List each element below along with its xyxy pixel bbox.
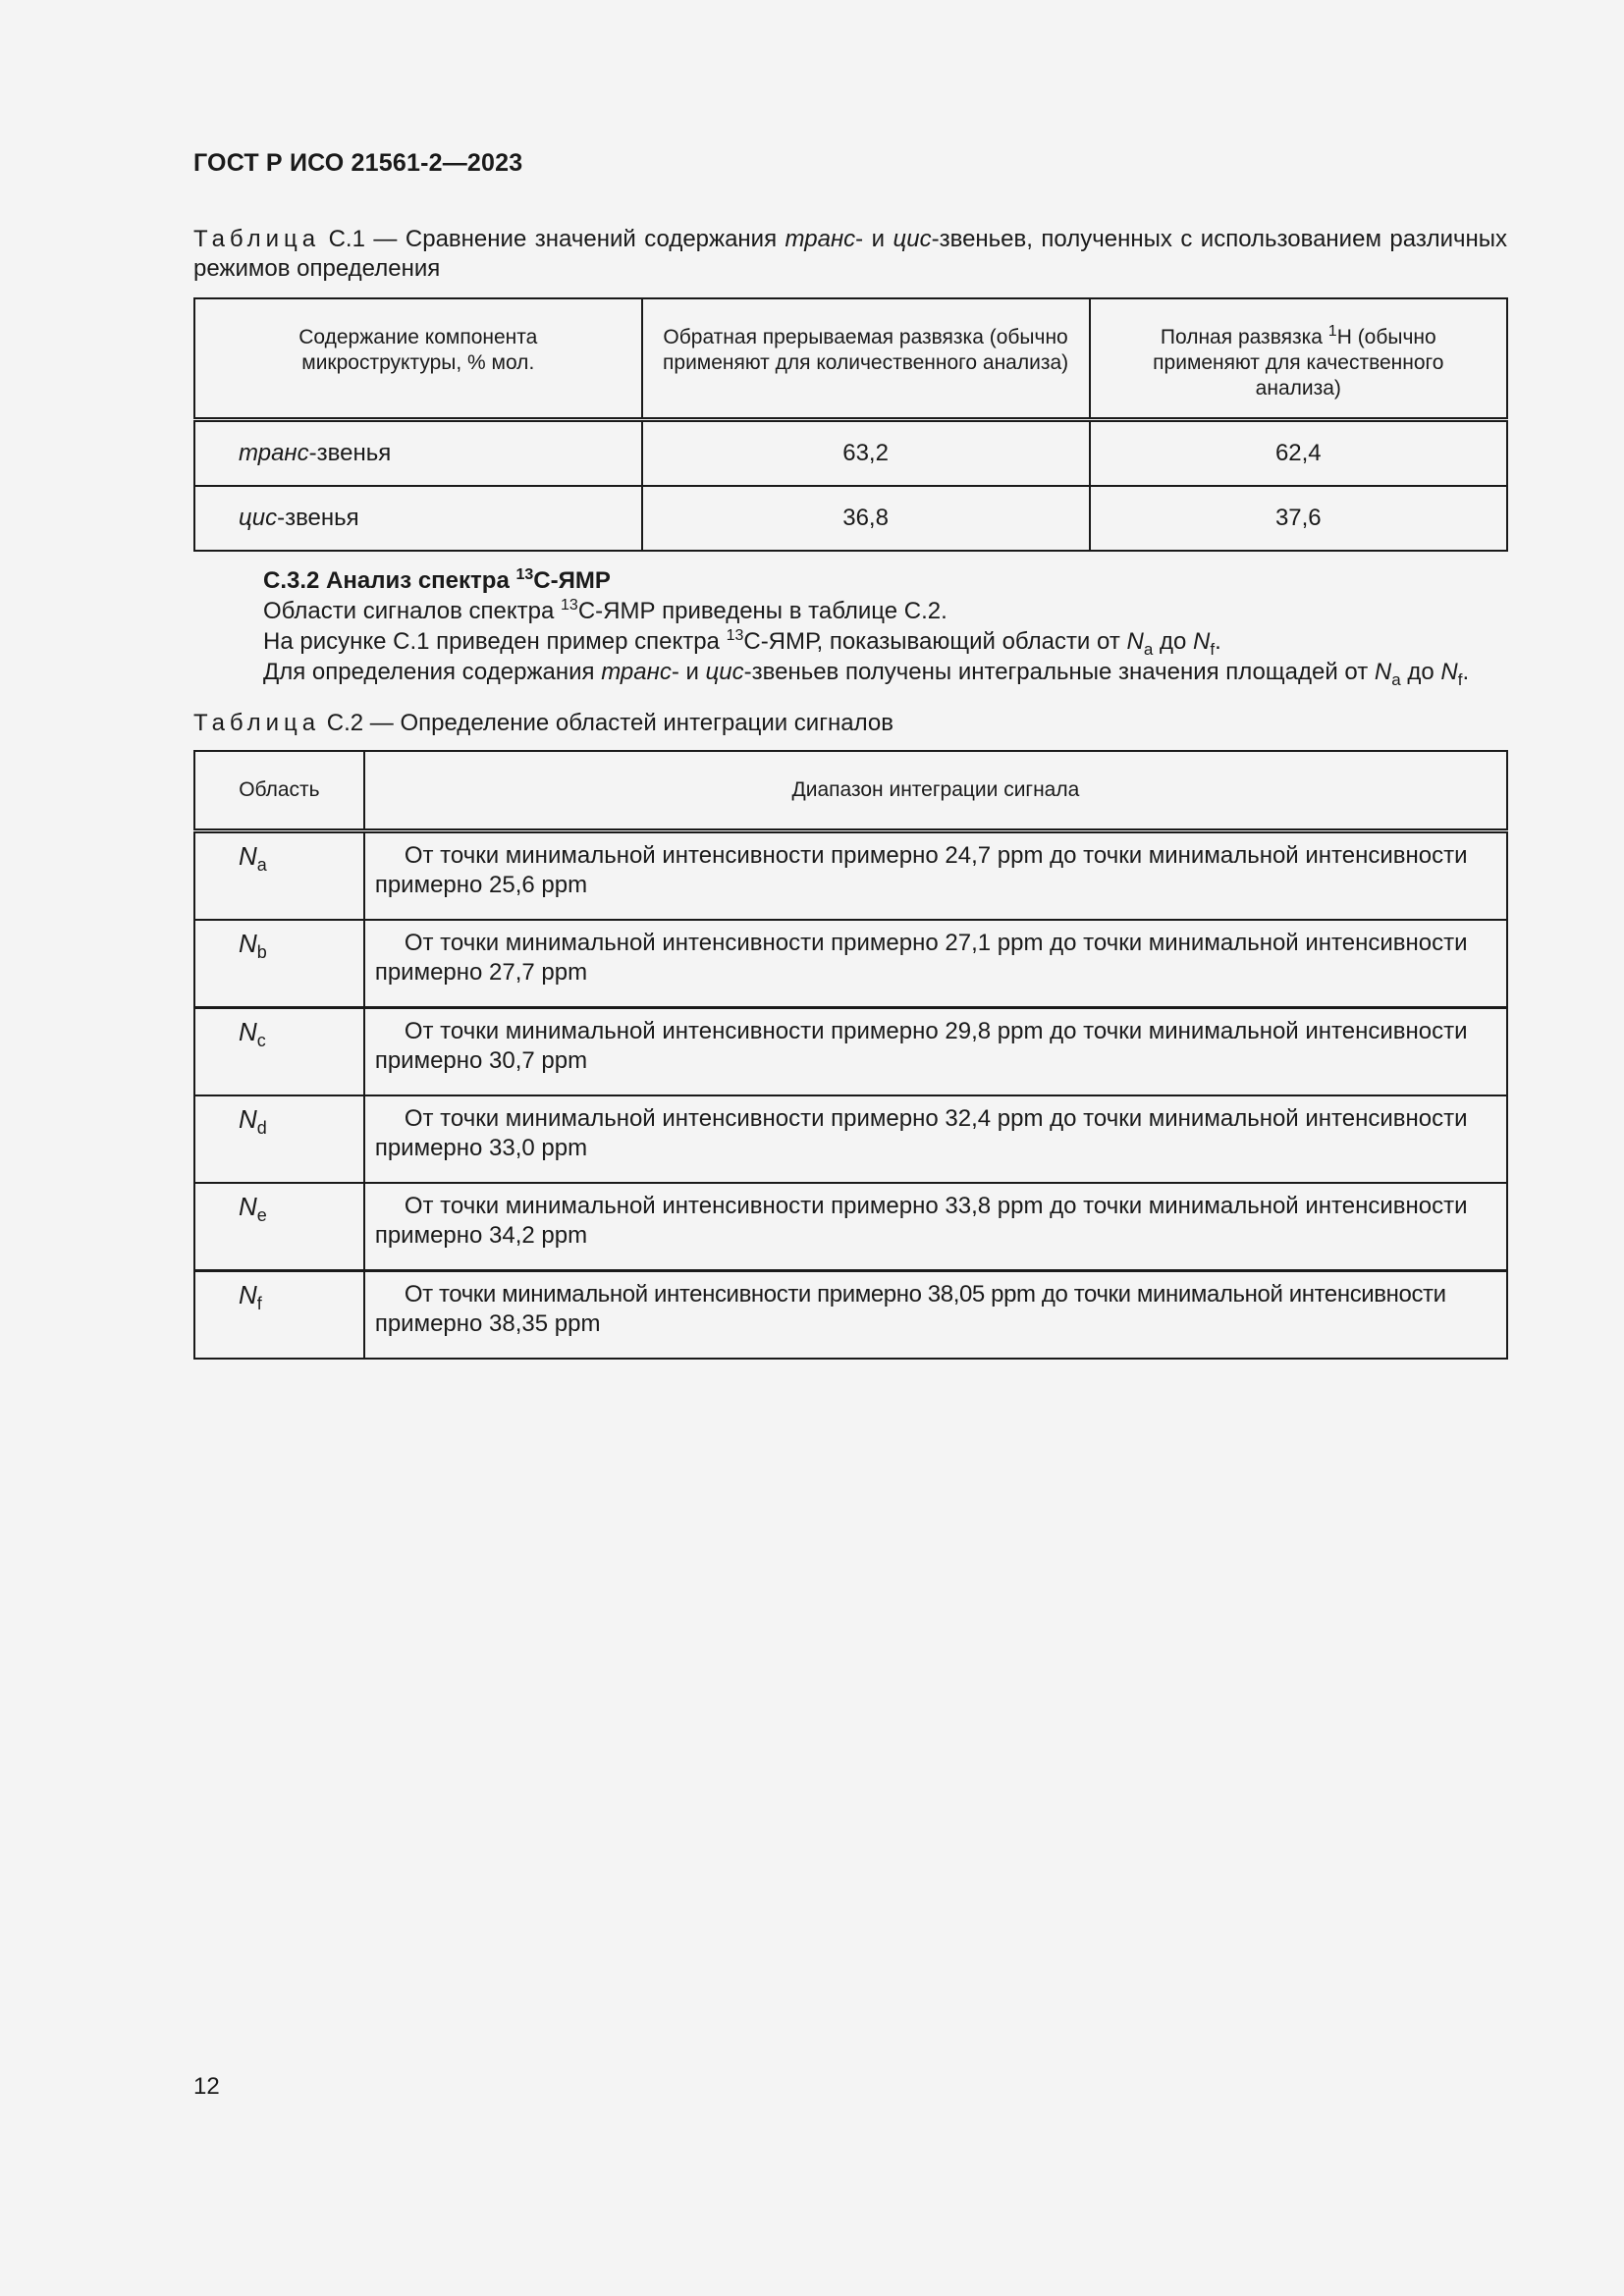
range-line-1: От точки минимальной интенсивности примерно 32,4 ppm до точки минимальной интенсивности	[404, 1105, 1468, 1132]
table1-col3-sup: 1	[1327, 323, 1337, 340]
table2	[193, 750, 1508, 1360]
table1-caption-label: Таблица	[193, 226, 321, 252]
area-subscript: c	[256, 1031, 266, 1051]
area-subscript: b	[256, 942, 267, 963]
p2-text-b: С-ЯМР, показывающий области от	[743, 628, 1127, 655]
p3-text-c: -звеньев получены интегральные значения площадей от	[743, 659, 1375, 685]
table1-col3-text-b: Н (обычно применяют для качественного анализа)	[1153, 326, 1444, 400]
p3-text-a: Для определения содержания	[263, 659, 602, 685]
table2-area-cell	[194, 831, 364, 921]
table1-cell-value: 63,2	[642, 419, 1090, 486]
range-line-1: От точки минимальной интенсивности примерно 24,7 ppm до точки минимальной интенсивности	[404, 842, 1468, 869]
table-row	[194, 419, 1507, 486]
row-label-italic: транс	[239, 439, 309, 466]
row-label-rest: -звенья	[277, 504, 359, 531]
section-heading-sup: 13	[515, 566, 534, 583]
area-symbol: N	[239, 1104, 257, 1134]
p1-text-b: С-ЯМР приведены в таблице С.2.	[577, 598, 947, 624]
range-line-2: примерно 30,7 ppm	[374, 1047, 588, 1074]
table1	[193, 297, 1508, 552]
table2-area-cell	[194, 920, 364, 1008]
section-paragraph-3	[263, 657, 1510, 687]
section-c32	[263, 565, 1510, 687]
p2-n-a: N	[1126, 628, 1144, 655]
table1-caption-cis: цис	[893, 226, 932, 252]
section-heading-text-a: Анализ спектра	[326, 567, 516, 594]
table1-caption-text-b: - и	[855, 226, 893, 252]
table2-range-cell	[364, 1008, 1507, 1096]
table-row	[194, 1095, 1507, 1183]
table-row	[194, 1271, 1507, 1360]
p3-text-e: .	[1462, 659, 1470, 685]
p3-text-d: до	[1400, 659, 1441, 685]
p3-trans: транс	[601, 659, 672, 685]
p3-n-f: N	[1440, 659, 1458, 685]
table1-col2-text: Обратная прерываемая развязка (обычно применяют для количественного анализа)	[663, 326, 1069, 374]
table2-area-cell	[194, 1008, 364, 1096]
range-line-2: примерно 27,7 ppm	[374, 959, 588, 986]
p2-text-a: На рисунке С.1 приведен пример спектра	[263, 628, 727, 655]
table2-caption-text: — Определение областей интеграции сигналов	[363, 710, 893, 736]
table2-col-header-area: Область	[194, 751, 364, 831]
table2-range-cell	[364, 1095, 1507, 1183]
table1-col-header-reverse-gated	[642, 298, 1090, 419]
page-number: 12	[193, 2073, 220, 2100]
p2-n-f: N	[1193, 628, 1211, 655]
table1-caption-text-a: — Сравнение значений содержания	[364, 226, 785, 252]
p2-sub-a: a	[1143, 639, 1154, 659]
table1-caption	[193, 225, 1507, 284]
range-line-2: примерно 25,6 ppm	[374, 872, 588, 898]
p2-text-d: .	[1215, 628, 1221, 655]
table1-cell-value: 62,4	[1090, 419, 1507, 486]
row-label-italic: цис	[239, 504, 278, 531]
p2-text-c: до	[1153, 628, 1193, 655]
section-heading-text-b: С-ЯМР	[533, 567, 611, 594]
area-subscript: d	[256, 1118, 267, 1139]
range-line-2: примерно 34,2 ppm	[374, 1222, 588, 1249]
area-symbol: N	[239, 1280, 257, 1309]
area-symbol: N	[239, 841, 257, 871]
document-title: ГОСТ Р ИСО 21561-2—2023	[193, 149, 523, 177]
table2-range-cell	[364, 831, 1507, 921]
table1-col1-text: Содержание компонента микроструктуры, % мол.	[298, 326, 538, 374]
table1-col3-text-a: Полная развязка	[1160, 326, 1328, 348]
section-paragraph-2	[263, 626, 1510, 657]
table1-cell-value: 37,6	[1090, 486, 1507, 551]
section-heading	[263, 565, 1510, 596]
range-line-1: От точки минимальной интенсивности примерно 38,05 ppm до точки минимальной интенсивности	[404, 1281, 1446, 1308]
p1-text-a: Области сигналов спектра	[263, 598, 562, 624]
table2-range-cell	[364, 920, 1507, 1008]
p3-sub-f: f	[1457, 669, 1463, 689]
table2-area-cell	[194, 1271, 364, 1360]
area-symbol: N	[239, 1192, 257, 1221]
table2-range-cell	[364, 1271, 1507, 1360]
table1-col-header-component	[194, 298, 642, 419]
table2-col-header-range: Диапазон интеграции сигнала	[364, 751, 1507, 831]
range-line-1: От точки минимальной интенсивности примерно 27,1 ppm до точки минимальной интенсивности	[404, 930, 1468, 956]
table-row	[194, 920, 1507, 1008]
table2-caption-label: Таблица	[193, 710, 321, 736]
row-label-rest: -звенья	[308, 439, 392, 466]
table-row	[194, 831, 1507, 921]
p3-cis: цис	[705, 659, 744, 685]
area-subscript: a	[256, 855, 267, 876]
table1-caption-num: С.1	[328, 226, 365, 252]
p2-sup: 13	[726, 627, 744, 644]
table2-header-row	[194, 751, 1507, 831]
area-symbol: N	[239, 1017, 257, 1046]
range-line-2: примерно 33,0 ppm	[374, 1135, 588, 1161]
section-paragraph-1	[263, 596, 1510, 626]
table1-header-row	[194, 298, 1507, 419]
table2-range-cell	[364, 1183, 1507, 1271]
table2-area-cell	[194, 1183, 364, 1271]
table-row	[194, 486, 1507, 551]
area-subscript: e	[256, 1205, 267, 1226]
area-subscript: f	[256, 1294, 262, 1314]
table2-caption	[193, 709, 1507, 738]
table1-col-header-full-decoupling	[1090, 298, 1507, 419]
p3-n-a: N	[1374, 659, 1392, 685]
p3-text-b: - и	[671, 659, 706, 685]
table2-area-cell	[194, 1095, 364, 1183]
p2-sub-f: f	[1210, 639, 1216, 659]
range-line-1: От точки минимальной интенсивности примерно 29,8 ppm до точки минимальной интенсивности	[404, 1018, 1468, 1044]
range-line-2: примерно 38,35 ppm	[374, 1310, 601, 1337]
p3-sub-a: a	[1391, 669, 1401, 689]
table-row	[194, 1183, 1507, 1271]
table-row	[194, 1008, 1507, 1096]
table1-caption-text-c: -звеньев, полученных с использованием различных режимов определения	[193, 226, 1507, 282]
table1-caption-trans: транс	[785, 226, 856, 252]
range-line-1: От точки минимальной интенсивности примерно 33,8 ppm до точки минимальной интенсивности	[404, 1193, 1468, 1219]
table1-row-label	[194, 486, 642, 551]
table1-cell-value: 36,8	[642, 486, 1090, 551]
table1-row-label	[194, 419, 642, 486]
section-heading-num: С.3.2	[263, 567, 320, 594]
table2-caption-num: С.2	[326, 710, 364, 736]
p1-sup: 13	[561, 597, 578, 614]
area-symbol: N	[239, 929, 257, 958]
